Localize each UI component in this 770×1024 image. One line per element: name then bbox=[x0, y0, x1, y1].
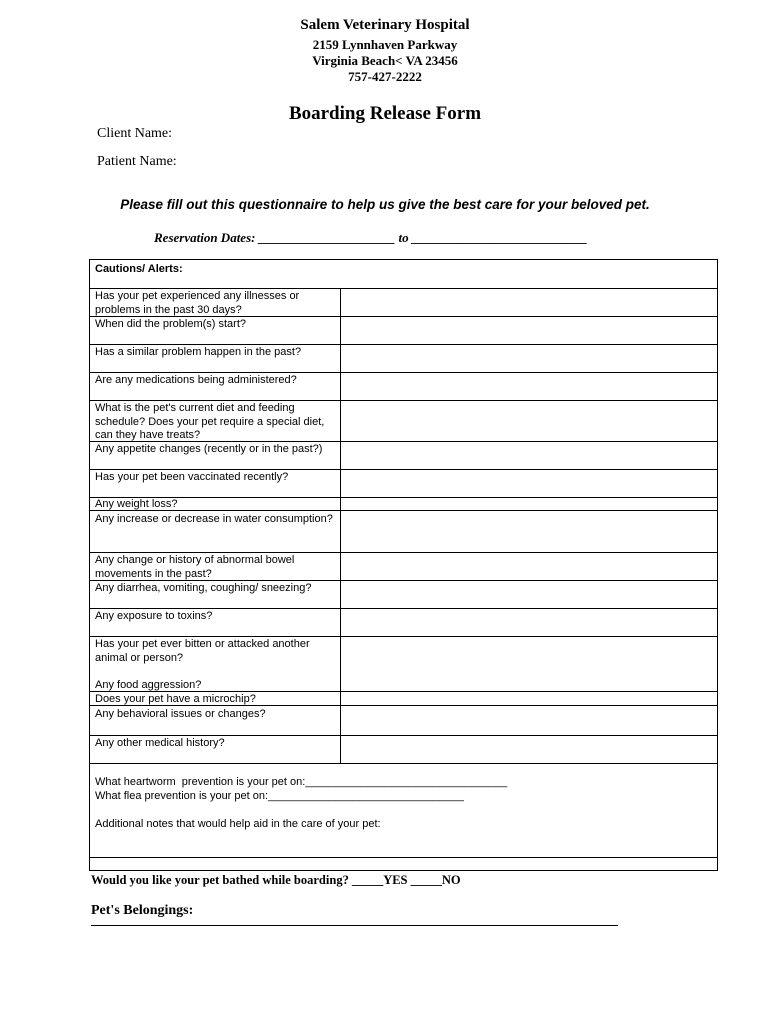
answer-field[interactable] bbox=[342, 401, 717, 440]
answer-field[interactable] bbox=[342, 373, 717, 399]
instructions: Please fill out this questionnaire to help us give the best care for your beloved pet. bbox=[120, 197, 650, 212]
question-diet: What is the pet's current diet and feeding schedule? Does your pet require a special diet, can they have treats? bbox=[95, 402, 325, 441]
question-problem-start: When did the problem(s) start? bbox=[95, 318, 247, 330]
question-medical-history: Any other medical history? bbox=[95, 737, 225, 749]
answer-field[interactable] bbox=[342, 553, 717, 579]
question-medications: Are any medications being administered? bbox=[95, 374, 297, 386]
hospital-name: Salem Veterinary Hospital bbox=[300, 17, 470, 33]
answer-field[interactable] bbox=[342, 511, 717, 551]
question-vaccinated: Has your pet been vaccinated recently? bbox=[95, 471, 289, 483]
answer-field[interactable] bbox=[342, 581, 717, 607]
answer-field[interactable] bbox=[342, 442, 717, 468]
answer-field[interactable] bbox=[342, 470, 717, 496]
hospital-address-line2: Virginia Beach< VA 23456 bbox=[312, 53, 458, 68]
question-toxins: Any exposure to toxins? bbox=[95, 610, 213, 622]
question-bowel: Any change or history of abnormal bowel movements in the past? bbox=[95, 554, 295, 580]
answer-field[interactable] bbox=[342, 317, 717, 343]
question-diarrhea: Any diarrhea, vomiting, coughing/ sneezing? bbox=[95, 582, 312, 594]
row-divider bbox=[90, 763, 717, 764]
answer-field[interactable] bbox=[342, 609, 717, 635]
bath-question[interactable]: Would you like your pet bathed while boarding? _____YES _____NO bbox=[91, 873, 461, 887]
question-appetite: Any appetite changes (recently or in the past?) bbox=[95, 443, 323, 455]
answer-field[interactable] bbox=[342, 345, 717, 371]
flea-prevention-field[interactable]: What flea prevention is your pet on:________________________________ bbox=[95, 790, 464, 802]
question-illness: Has your pet experienced any illnesses or problems in the past 30 days? bbox=[95, 290, 300, 316]
patient-name-field[interactable]: Patient Name: bbox=[97, 154, 177, 169]
reservation-dates-field[interactable]: Reservation Dates: _____________________ to ___________________________ bbox=[154, 230, 588, 245]
answer-field[interactable] bbox=[342, 289, 717, 315]
form-title: Boarding Release Form bbox=[288, 103, 482, 124]
belongings-field[interactable] bbox=[91, 925, 618, 926]
answer-field[interactable] bbox=[342, 637, 717, 690]
answer-field[interactable] bbox=[342, 736, 717, 762]
question-similar-problem: Has a similar problem happen in the past? bbox=[95, 346, 302, 358]
hospital-phone: 757-427-2222 bbox=[348, 69, 422, 84]
cautions-alerts-title: Cautions/ Alerts: bbox=[95, 263, 183, 275]
question-water: Any increase or decrease in water consumption? bbox=[95, 513, 333, 525]
question-microchip: Does your pet have a microchip? bbox=[95, 693, 256, 705]
question-weight-loss: Any weight loss? bbox=[95, 498, 178, 510]
client-name-field[interactable]: Client Name: bbox=[97, 126, 173, 141]
heartworm-prevention-field[interactable]: What heartworm prevention is your pet on:_________________________________ bbox=[95, 776, 508, 788]
answer-field[interactable] bbox=[342, 706, 717, 734]
row-divider bbox=[90, 857, 717, 858]
additional-notes-field[interactable]: Additional notes that would help aid in the care of your pet: bbox=[95, 818, 381, 830]
hospital-address-line1: 2159 Lynnhaven Parkway bbox=[312, 37, 458, 52]
question-behavioral: Any behavioral issues or changes? bbox=[95, 708, 266, 720]
questionnaire-table bbox=[89, 259, 718, 871]
question-bitten: Has your pet ever bitten or attacked another animal or person? bbox=[95, 638, 310, 664]
belongings-title: Pet's Belongings: bbox=[91, 903, 194, 918]
question-food-aggression: Any food aggression? bbox=[95, 679, 202, 691]
